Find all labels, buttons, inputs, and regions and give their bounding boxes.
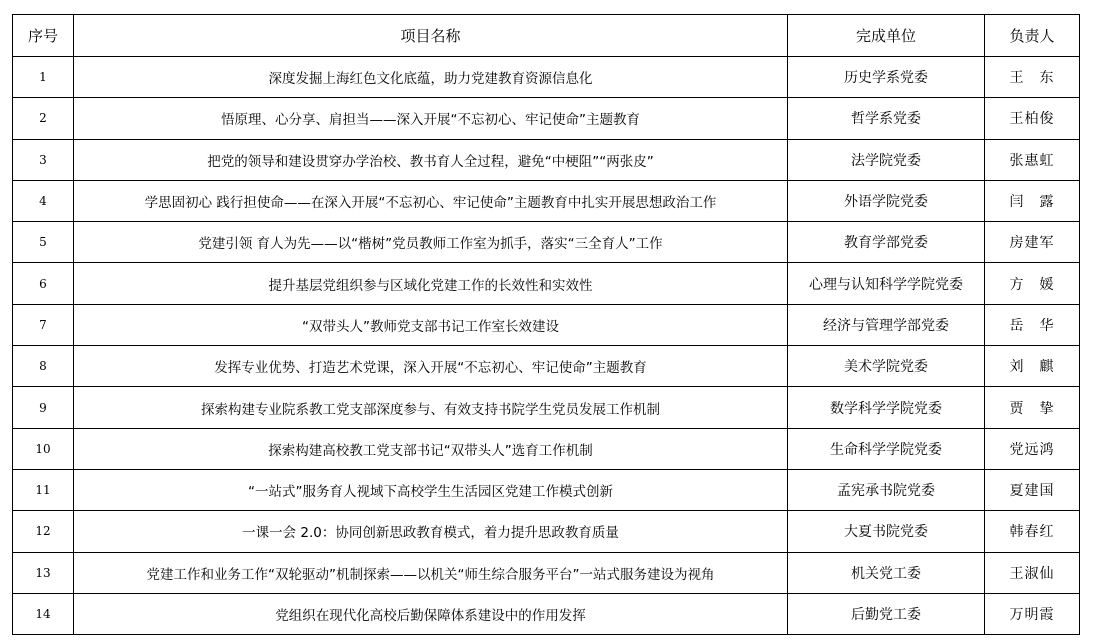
header-owner: 负责人 <box>985 15 1080 57</box>
row-unit: 孟宪承书院党委 <box>788 469 985 510</box>
row-unit: 哲学系党委 <box>788 98 985 139</box>
row-unit: 机关党工委 <box>788 552 985 593</box>
table-row <box>13 222 1080 263</box>
row-project-name: 党建引领 育人为先——以“楷树”党员教师工作室为抓手，落实“三全育人”工作 <box>74 222 788 263</box>
table-row <box>13 552 1080 593</box>
row-index: 4 <box>13 180 74 221</box>
header-row <box>13 15 1080 57</box>
row-index: 13 <box>13 552 74 593</box>
header-index: 序号 <box>13 15 74 57</box>
row-project-name: 发挥专业优势、打造艺术党课，深入开展“不忘初心、牢记使命”主题教育 <box>74 346 788 387</box>
row-owner: 韩春红 <box>985 511 1080 552</box>
row-project-name: 探索构建专业院系教工党支部深度参与、有效支持书院学生党员发展工作机制 <box>74 387 788 428</box>
row-owner: 王柏俊 <box>985 98 1080 139</box>
row-unit: 后勤党工委 <box>788 593 985 634</box>
row-project-name: 提升基层党组织参与区域化党建工作的长效性和实效性 <box>74 263 788 304</box>
table-row <box>13 511 1080 552</box>
row-index: 11 <box>13 469 74 510</box>
table-row <box>13 469 1080 510</box>
row-owner: 贾 挚 <box>985 387 1080 428</box>
table-body <box>13 57 1080 635</box>
projects-table <box>12 14 1080 635</box>
row-project-name: 党建工作和业务工作“双轮驱动”机制探索——以机关“师生综合服务平台”一站式服务建设为视角 <box>74 552 788 593</box>
table-row <box>13 428 1080 469</box>
row-owner: 张惠虹 <box>985 139 1080 180</box>
row-owner: 刘 麒 <box>985 346 1080 387</box>
row-owner: 方 媛 <box>985 263 1080 304</box>
row-project-name: 悟原理、心分享、肩担当——深入开展“不忘初心、牢记使命”主题教育 <box>74 98 788 139</box>
row-owner: 岳 华 <box>985 304 1080 345</box>
row-project-name: “双带头人”教师党支部书记工作室长效建设 <box>74 304 788 345</box>
table-row <box>13 98 1080 139</box>
row-owner: 房建军 <box>985 222 1080 263</box>
table-row <box>13 593 1080 634</box>
row-index: 9 <box>13 387 74 428</box>
row-owner: 闫 露 <box>985 180 1080 221</box>
row-index: 5 <box>13 222 74 263</box>
table-row <box>13 180 1080 221</box>
row-unit: 数学科学学院党委 <box>788 387 985 428</box>
row-project-name: 学思固初心 践行担使命——在深入开展“不忘初心、牢记使命”主题教育中扎实开展思想政治工作 <box>74 180 788 221</box>
row-owner: 王淑仙 <box>985 552 1080 593</box>
row-project-name: 把党的领导和建设贯穿办学治校、教书育人全过程，避免“中梗阻”“两张皮” <box>74 139 788 180</box>
table-row <box>13 263 1080 304</box>
header-project-name: 项目名称 <box>74 15 788 57</box>
row-index: 2 <box>13 98 74 139</box>
row-project-name: “一站式”服务育人视域下高校学生生活园区党建工作模式创新 <box>74 469 788 510</box>
table-row <box>13 346 1080 387</box>
row-unit: 生命科学学院党委 <box>788 428 985 469</box>
header-unit: 完成单位 <box>788 15 985 57</box>
row-unit: 心理与认知科学学院党委 <box>788 263 985 304</box>
row-unit: 教育学部党委 <box>788 222 985 263</box>
row-owner: 夏建国 <box>985 469 1080 510</box>
row-index: 12 <box>13 511 74 552</box>
row-project-name: 深度发掘上海红色文化底蕴，助力党建教育资源信息化 <box>74 57 788 98</box>
table-row <box>13 304 1080 345</box>
row-index: 10 <box>13 428 74 469</box>
row-unit: 经济与管理学部党委 <box>788 304 985 345</box>
row-unit: 美术学院党委 <box>788 346 985 387</box>
row-project-name: 党组织在现代化高校后勤保障体系建设中的作用发挥 <box>74 593 788 634</box>
row-index: 6 <box>13 263 74 304</box>
row-owner: 王 东 <box>985 57 1080 98</box>
table-row <box>13 387 1080 428</box>
row-index: 8 <box>13 346 74 387</box>
table-row <box>13 57 1080 98</box>
table-row <box>13 139 1080 180</box>
row-index: 7 <box>13 304 74 345</box>
row-unit: 法学院党委 <box>788 139 985 180</box>
row-project-name: 探索构建高校教工党支部书记“双带头人”选育工作机制 <box>74 428 788 469</box>
row-unit: 历史学系党委 <box>788 57 985 98</box>
row-unit: 大夏书院党委 <box>788 511 985 552</box>
row-index: 1 <box>13 57 74 98</box>
row-unit: 外语学院党委 <box>788 180 985 221</box>
row-project-name: 一课一会 2.0：协同创新思政教育模式，着力提升思政教育质量 <box>74 511 788 552</box>
row-index: 14 <box>13 593 74 634</box>
row-index: 3 <box>13 139 74 180</box>
row-owner: 万明霞 <box>985 593 1080 634</box>
row-owner: 党远鸿 <box>985 428 1080 469</box>
